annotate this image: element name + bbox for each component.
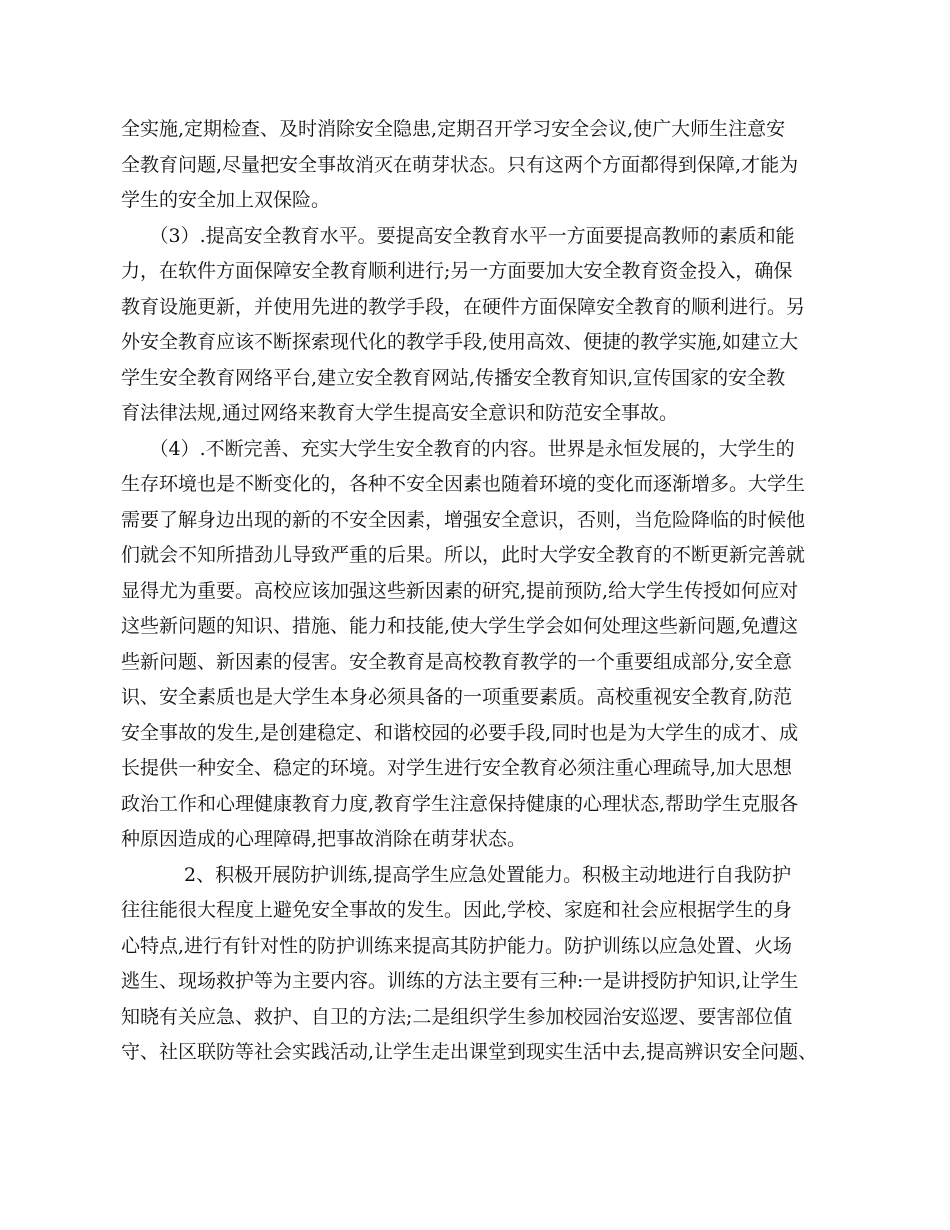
text-line: 心特点,进行有针对性的防护训练来提高其防护能力。防护训练以应急处置、火场 [121,934,793,957]
text-line: 们就会不知所措劲儿导致严重的后果。所以，此时大学安全教育的不断更新完善就 [121,544,806,566]
text-line: 全教育问题,尽量把安全事故消灭在萌芽状态。只有这两个方面都得到保障,才能为 [121,153,799,176]
text-line: 全实施,定期检查、及时消除安全隐患,定期召开学习安全会议,使广大师生注意安 [121,118,786,140]
text-line: 力，在软件方面保障安全教育顺利进行;另一方面要加大安全教育资金投入，确保 [121,260,793,282]
text-line: 知晓有关应急、救护、自卫的方法;二是组织学生参加校园治安巡逻、要害部位值 [121,1005,793,1028]
text-line: 安全事故的发生,是创建稳定、和谐校园的必要手段,同时也是为大学生的成才、成 [121,721,799,744]
text-line: 生存环境也是不断变化的，各种不安全因素也随着环境的变化而逐渐增多。大学生 [121,473,806,495]
text-line: 逃生、现场救护等为主要内容。训练的方法主要有三种:一是讲授防护知识,让学生 [121,970,799,992]
text-line: 识、安全素质也是大学生本身必须具备的一项重要素质。高校重视安全教育,防范 [121,686,793,708]
body-text [121,112,833,1071]
text-line: 教育设施更新，并使用先进的教学手段，在硬件方面保障安全教育的顺利进行。另 [121,295,806,318]
text-line: 些新问题、新因素的侵害。安全教育是高校教育教学的一个重要组成部分,安全意 [121,650,793,673]
text-line: 往往能很大程度上避免安全事故的发生。因此,学校、家庭和社会应根据学生的身 [121,899,793,921]
text-line: 学生的安全加上双保险。 [121,189,331,211]
text-line: 育法律法规,通过网络来教育大学生提高安全意识和防范安全事故。 [121,402,679,424]
text-line: 这些新问题的知识、措施、能力和技能,使大学生学会如何处理这些新问题,免遭这 [121,615,799,637]
text-line: （3）.提高安全教育水平。要提高安全教育水平一方面要提高教师的素质和能 [121,224,795,247]
text-line: 学生安全教育网络平台,建立安全教育网站,传播安全教育知识,宣传国家的安全教 [121,366,786,389]
text-line: 守、社区联防等社会实践活动,让学生走出课堂到现实生活中去,提高辨识安全问题、 [121,1041,818,1063]
text-line: 2、积极开展防护训练,提高学生应急处置能力。积极主动地进行自我防护 [121,863,792,886]
text-line: 长提供一种安全、稳定的环境。对学生进行安全教育必须注重心理疏导,加大思想 [121,757,793,779]
text-line: （4）.不断完善、充实大学生安全教育的内容。世界是永恒发展的，大学生的 [121,437,795,460]
text-line: 显得尤为重要。高校应该加强这些新因素的研究,提前预防,给大学生传授如何应对 [121,579,799,602]
text-line: 政治工作和心理健康教育力度,教育学生注意保持健康的心理状态,帮助学生克服各 [121,792,799,815]
text-line: 外安全教育应该不断探索现代化的教学手段,使用高效、便捷的教学实施,如建立大 [121,331,799,353]
text-line: 种原因造成的心理障碍,把事故消除在萌芽状态。 [121,828,527,850]
text-line: 需要了解身边出现的新的不安全因素，增强安全意识，否则，当危险降临的时候他 [121,508,806,531]
